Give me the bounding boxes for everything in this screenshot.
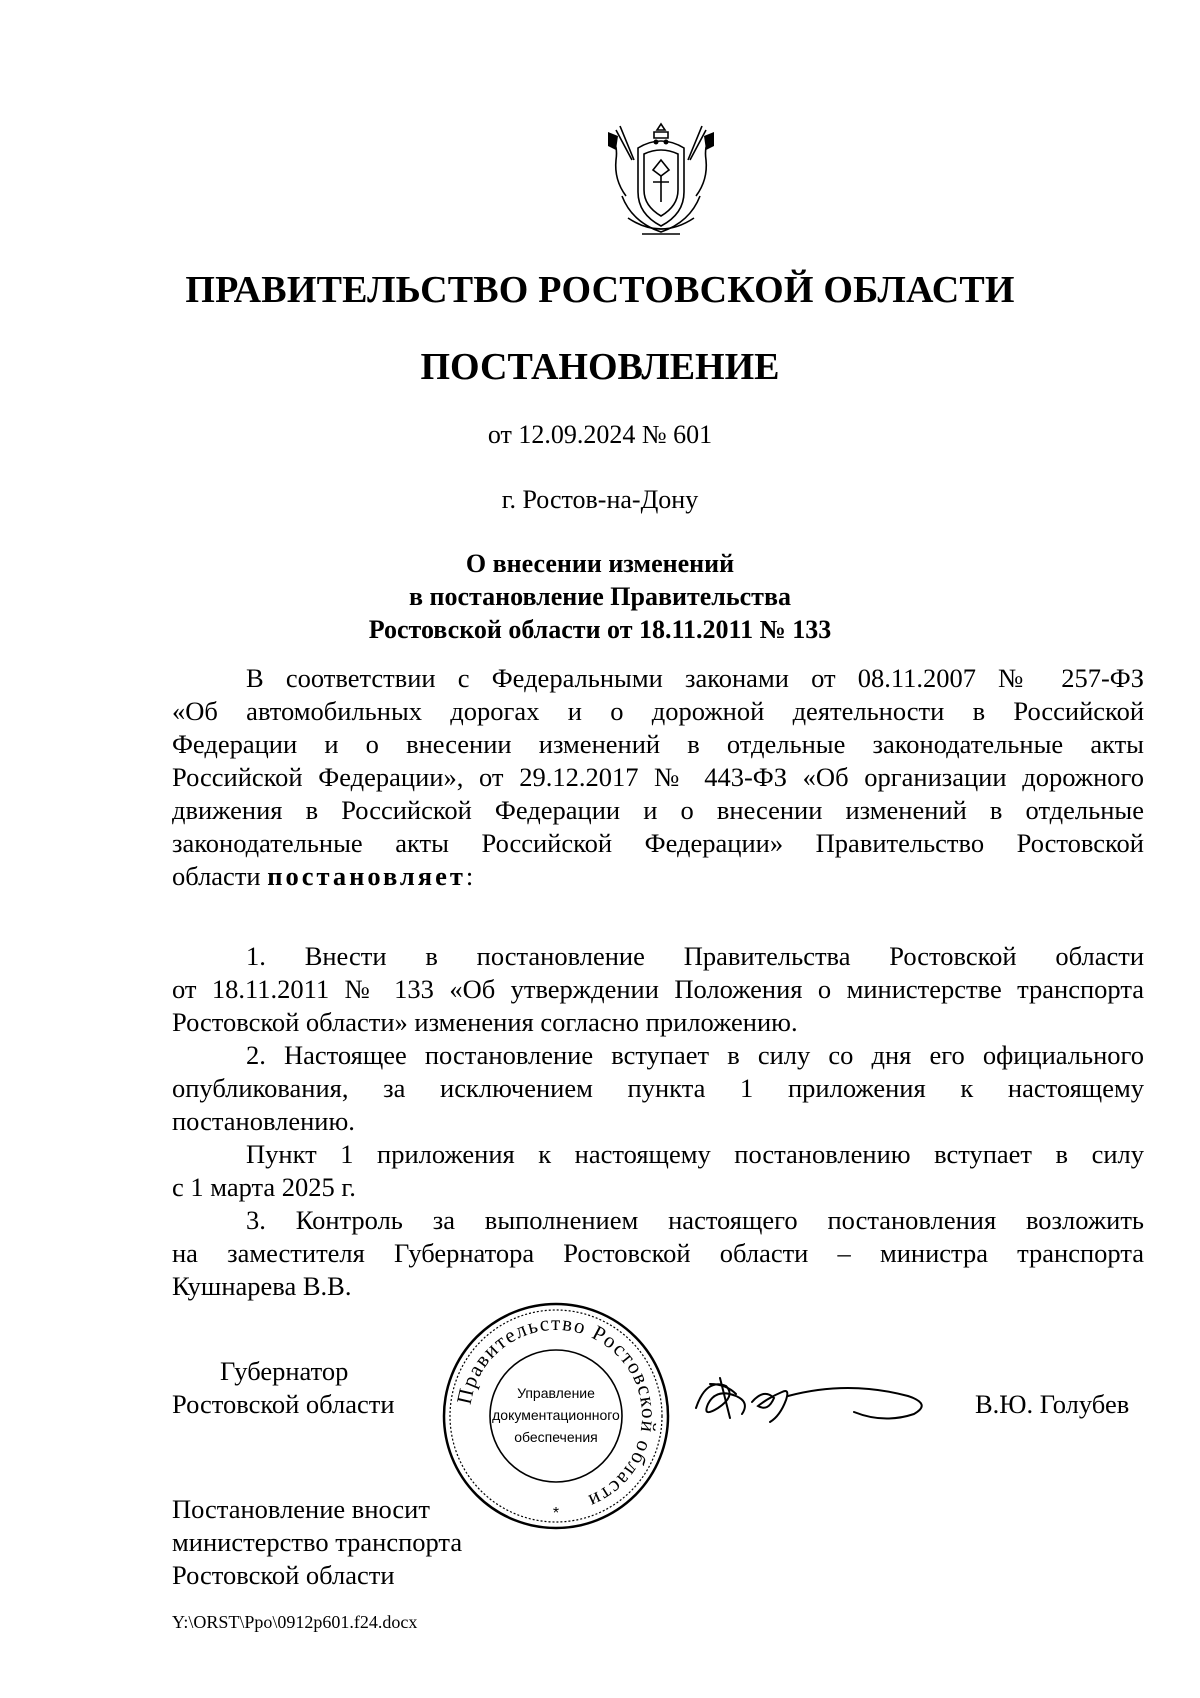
document-type: ПОСТАНОВЛЕНИЕ [420,346,780,388]
text-line: постановлению. [172,1106,355,1136]
preamble-paragraph [172,662,1144,893]
seal-star: * [552,1505,560,1522]
document-subject [0,547,1200,646]
seal-inner-line: документационного [492,1407,620,1423]
text-line: «Об автомобильных дорогах и о дорожной деятельности в Российской [172,696,1144,726]
subject-line: Ростовской области от 18.11.2011 № 133 [368,615,832,644]
text-line: 2. Настоящее постановление вступает в силу со дня его официального [246,1040,1144,1070]
subject-line: в постановление Правительства [408,582,791,611]
signatory-role [172,1355,395,1421]
text-line: 3. Контроль за выполнением настоящего постановления возложить [246,1205,1144,1235]
text-line: законодательные акты Российской Федерации» Правительство Ростовской [172,828,1144,858]
official-seal [440,1300,672,1532]
item-2-continuation [172,1138,1144,1204]
text-line: на заместителя Губернатора Ростовской области – министра транспорта [172,1238,1144,1268]
seal-outer-text: Правительство Ростовской области [451,1310,662,1515]
item-1-paragraph [172,940,1144,1039]
submitted-line: Ростовской области [172,1560,395,1590]
seal-inner-line: Управление [517,1385,595,1401]
file-reference: Y:\ORST\Ppo\0912p601.f24.docx [172,1612,418,1632]
item-3-paragraph [172,1204,1144,1303]
submitted-line: министерство транспорта [172,1527,463,1557]
text-line: Кушнарева В.В. [172,1271,352,1301]
text-line: Федерации и о внесении изменений в отдельные законодательные акты [172,729,1144,759]
text-line: Ростовской области» изменения согласно приложению. [172,1007,798,1037]
city: г. Ростов-на-Дону [501,485,699,514]
coat-of-arms-emblem [598,118,724,240]
text-line: опубликования, за исключением пункта 1 приложения к настоящему [172,1073,1144,1103]
subject-line: О внесении изменений [465,549,735,578]
text-line: В соответствии с Федеральными законами от 08.11.2007 № 257-ФЗ [246,663,1144,693]
role-line: Ростовской области [172,1389,395,1419]
text-line: движения в Российской Федерации и о внесении изменений в отдельные [172,795,1144,825]
handwritten-signature [690,1362,940,1442]
submitted-line: Постановление вносит [172,1494,430,1524]
item-2-paragraph [172,1039,1144,1138]
text-line: с 1 марта 2025 г. [172,1172,356,1202]
role-line: Губернатор [220,1356,349,1386]
text-line: Пункт 1 приложения к настоящему постановлению вступает в силу [246,1139,1144,1169]
seal-inner-line: обеспечения [514,1429,598,1445]
text-line: от 18.11.2011 № 133 «Об утверждении Положения о министерстве транспорта [172,974,1144,1004]
submitted-by-block [172,1493,462,1592]
text-line: 1. Внести в постановление Правительства Ростовской области [246,941,1144,971]
government-title: ПРАВИТЕЛЬСТВО РОСТОВСКОЙ ОБЛАСТИ [185,269,1015,311]
date-and-number: от 12.09.2024 № 601 [487,420,713,449]
text-line: области постановляет: [172,861,474,891]
signatory-name: В.Ю. Голубев [975,1389,1130,1419]
decree-word: постановляет [267,861,466,891]
text-line: Российской Федерации», от 29.12.2017 № 443-ФЗ «Об организации дорожного [172,762,1144,792]
